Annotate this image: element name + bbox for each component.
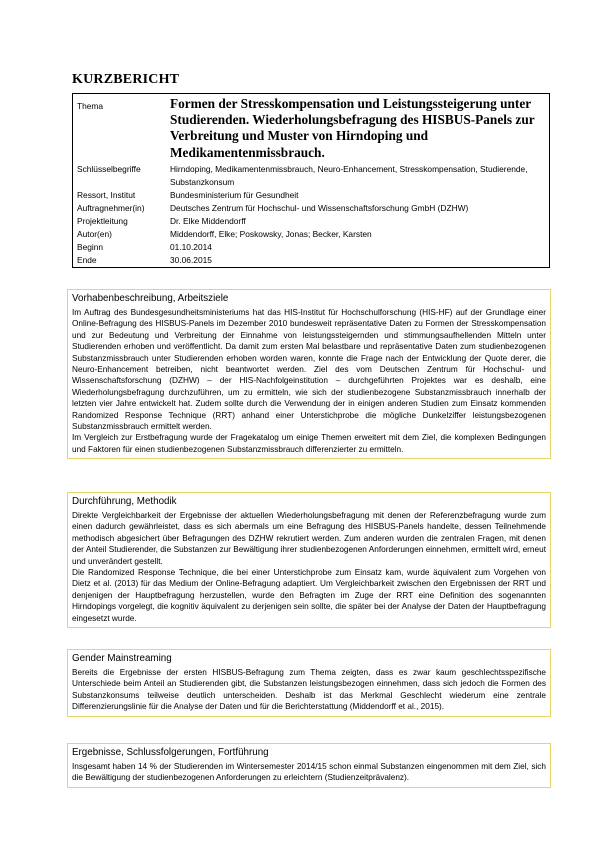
meta-label: Ressort, Institut bbox=[77, 189, 136, 200]
meta-value: 01.10.2014 bbox=[170, 241, 212, 252]
meta-value: Middendorff, Elke; Poskowsky, Jonas; Becker, Karsten bbox=[170, 228, 372, 239]
section-title: Gender Mainstreaming bbox=[72, 653, 172, 664]
section-vorhabenbeschreibung bbox=[67, 289, 551, 459]
meta-row bbox=[73, 241, 549, 254]
meta-label: Beginn bbox=[77, 241, 104, 252]
meta-row bbox=[73, 254, 549, 267]
metadata-table bbox=[72, 93, 550, 268]
meta-label: Projektleitung bbox=[77, 215, 128, 226]
meta-row bbox=[73, 163, 549, 189]
meta-value: Deutsches Zentrum für Hochschul- und Wissenschaftsforschung GmbH (DZHW) bbox=[170, 202, 469, 213]
meta-value: 30.06.2015 bbox=[170, 254, 212, 265]
section-gender-mainstreaming bbox=[67, 649, 551, 717]
meta-row bbox=[73, 228, 549, 241]
meta-row-thema bbox=[73, 94, 549, 163]
section-title: Ergebnisse, Schlussfolgerungen, Fortführung bbox=[72, 747, 269, 758]
meta-label: Auftragnehmer(in) bbox=[77, 202, 145, 213]
section-title: Vorhabenbeschreibung, Arbeitsziele bbox=[72, 293, 229, 304]
section-paragraph: Bereits die Ergebnisse der ersten HISBUS-Befragung zum Thema zeigten, dass es zwar kaum geschlechtsspezifische Unterschiede beim Anteil an Studierenden gibt, die Substanzen leistungsbezogen einnehmen, dass sich jedoch die Formen des Substanzkonsums teilweise deutlich unterscheiden. Deshalb ist das Merkmal Geschlecht wiederum eine zentrale Differenzierungslinie für die Analyse der Daten und für die Berichterstattung (Middendorff et al., 2015). bbox=[72, 668, 546, 712]
meta-row bbox=[73, 189, 549, 202]
meta-label: Thema bbox=[77, 101, 104, 111]
report-title: Formen der Stresskompensation und Leistungssteigerung unter Studierenden. Wiederholungsbefragung des HISBUS-Panels zur Verbreitung und Muster von Hirndoping und Medikamentenmissbrauch. bbox=[170, 96, 535, 160]
meta-label: Schlüsselbegriffe bbox=[77, 163, 141, 174]
section-ergebnisse bbox=[67, 743, 551, 788]
section-paragraph: Im Auftrag des Bundesgesundheitsministeriums hat das HIS-Institut für Hochschulforschung (HIS-HF) auf der Grundlage einer Online-Befragung des HISBUS-Panels im Dezember 2010 bundesweit repräsentative Daten zu Formen der Stresskompensation und zur Bedeutung und Verbreitung der Einnahme von leistungssteigernden und stimmungsaufhellenden Mitteln unter Studierenden erhoben und veröffentlicht. Da damit zum ersten Mal belastbare und repräsentative Daten zum studienbezogenen Substanzmissbrauch unter Studierenden erhoben worden waren, konnte die Frage nach der Entwicklung der Quote derer, die Neuro-Enhancement betreiben, nicht beantwortet werden. Ziel des vom Deutschen Zentrum für Hochschul- und Wissenschaftsforschung (DZHW) – der HIS-Nachfolgeinstitution – durchgeführten Projektes war es deshalb, eine Wiederholungsbefragung durchzuführen, um zu ermitteln, wie sich der studienbezogene Substanzmissbrauch innerhalb der letzten vier Jahre entwickelt hat. Zudem sollte durch die Verwendung der in einigen anderen Studien zum Einsatz kommenden Randomized Response Technique (RRT) anhand einer Unterstichprobe die mögliche Dunkelziffer leistungsbezogenen Substanzmissbrauch ermittelt werden. bbox=[72, 308, 546, 432]
section-paragraph: Insgesamt haben 14 % der Studierenden im Wintersemester 2014/15 schon einmal Substanzen eingenommen mit dem Ziel, sich die Bewältigung der studienbezogenen Anforderungen zu erleichtern (Studienzeitprävalenz). bbox=[72, 762, 546, 783]
meta-row bbox=[73, 215, 549, 228]
meta-label: Ende bbox=[77, 254, 97, 265]
report-heading: KURZBERICHT bbox=[72, 72, 180, 87]
meta-label: Autor(en) bbox=[77, 228, 112, 239]
section-durchfuehrung bbox=[67, 492, 551, 628]
section-paragraph: Die Randomized Response Technique, die bei einer Unterstichprobe zum Einsatz kam, wurde äquivalent zum Vorgehen von Dietz et al. (2013) für das Medium der Online-Befragung adaptiert. Um Vergleichbarkeit zwischen den Ergebnissen der RRT und denjenigen der Hauptbefragung herzustellen, wurde den Befragten im Zuge der RRT eine Definition des sogenannten Hirndopings vorgelegt, die kognitiv äquivalent zu derjenigen sein sollte, die später bei der Analyse der Daten der Hauptbefragung eingesetzt wurde. bbox=[72, 568, 546, 623]
meta-value: Dr. Elke Middendorff bbox=[170, 215, 246, 226]
section-title: Durchführung, Methodik bbox=[72, 496, 177, 507]
meta-row bbox=[73, 202, 549, 215]
section-paragraph: Im Vergleich zur Erstbefragung wurde der Fragekatalog um einige Themen erweitert mit dem Ziel, die komplexen Bedingungen und Faktoren für einen studienbezogenen Substanzmissbrauch differenzierter zu ermitteln. bbox=[72, 433, 546, 454]
meta-value: Bundesministerium für Gesundheit bbox=[170, 189, 299, 200]
section-paragraph: Direkte Vergleichbarkeit der Ergebnisse der aktuellen Wiederholungsbefragung mit denen der Referenzbefragung wurde zum einen dadurch gewährleistet, dass es sich abermals um eine Befragung des HISBUS-Panels handelte, dessen Teilnehmende methodisch abgesichert über Befragungen des DZHW rekrutiert werden. Zum anderen wurden die zentralen Fragen, mit denen der Anteil Studierender, die Substanzen zur Bewältigung ihrer studienbezogenen Anforderungen einnehmen, ermittelt wird, erneut und unverändert gestellt. bbox=[72, 511, 546, 566]
meta-value: Hirndoping, Medikamentenmissbrauch, Neuro-Enhancement, Stresskompensation, Studierende, Substanzkonsum bbox=[170, 163, 528, 187]
